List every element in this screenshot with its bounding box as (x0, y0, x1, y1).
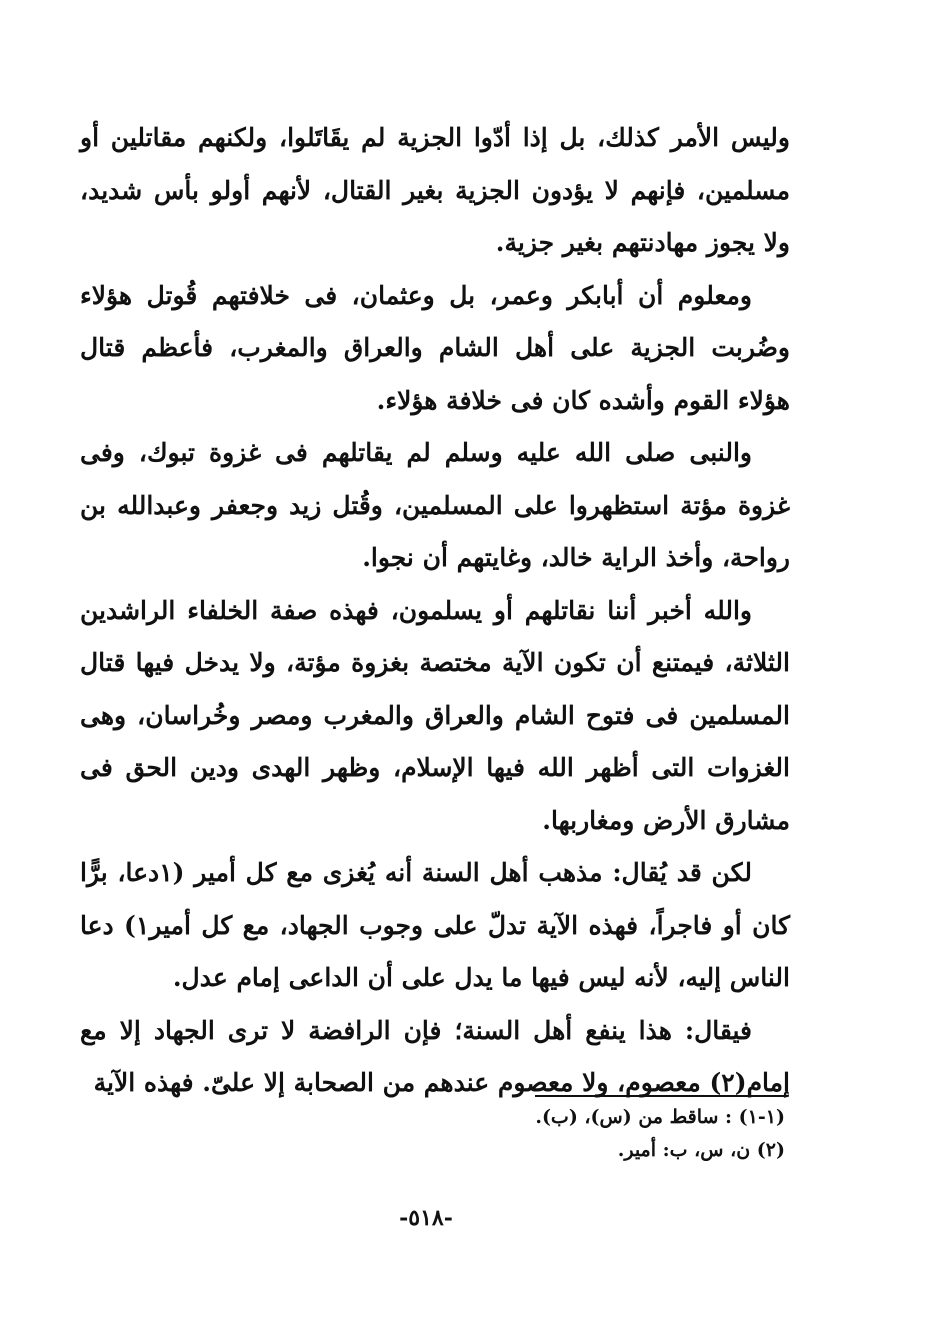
paragraph-2: ومعلوم أن أبابكر وعمر، بل وعثمان، فى خلافتهم قُوتل هؤلاء وضُربت الجزية على أهل الشام والعراق والمغرب، فأعظم قتال هؤلاء القوم وأشده كان فى خلافة هؤلاء. (80, 280, 790, 415)
footnote-divider (535, 1095, 785, 1097)
page-number: -٥١٨- (399, 1205, 453, 1231)
paragraph-6: فيقال: هذا ينفع أهل السنة؛ فإن الرافضة لا ترى الجهاد إلا مع إمام(٢) معصوم، ولا معصوم عندهم من الصحابة إلا علىّ. فهذه الآية (80, 1015, 790, 1097)
paragraph-5: لكن قد يُقال: مذهب أهل السنة أنه يُغزى مع كل أمير (١دعا، برًّا كان أو فاجراً، فهذه الآية تدلّ على وجوب الجهاد، مع كل أمير١) دعا الناس إليه، لأنه ليس فيها ما يدل على أن الداعى إمام عدل. (80, 858, 791, 992)
body-text (80, 112, 790, 1110)
paragraph-3: والنبى صلى الله عليه وسلم لم يقاتلهم فى غزوة تبوك، وفى غزوة مؤتة استظهروا على المسلمين، وقُتل زيد وجعفر وعبدالله بن رواحة، وأخذ الراية خالد، وغايتهم أن نجوا. (80, 438, 790, 572)
footnotes (480, 1101, 785, 1167)
paragraph-4: والله أخبر أننا نقاتلهم أو يسلمون، فهذه صفة الخلفاء الراشدين الثلاثة، فيمتنع أن تكون الآية مختصة بغزوة مؤتة، ولا يدخل فيها قتال المسلمين فى فتوح الشام والعراق والمغرب ومصر وخُراسان، وهى الغزوات التى أظهر الله فيها الإسلام، وظهر الهدى ودين الحق فى مشارق الأرض ومغاربها. (80, 595, 790, 835)
footnote-1: (١-١) : ساقط من (س)، (ب). (535, 1106, 785, 1128)
paragraph-1: وليس الأمر كذلك، بل إذا أدّوا الجزية لم يقَاتَلوا، ولكنهم مقاتلين أو مسلمين، فإنهم لا يؤدون الجزية بغير القتال، لأنهم أولو بأس شديد، ولا يجوز مهادنتهم بغير جزية. (80, 123, 790, 257)
footnote-2: (٢) ن، س، ب: أمير. (617, 1139, 785, 1161)
